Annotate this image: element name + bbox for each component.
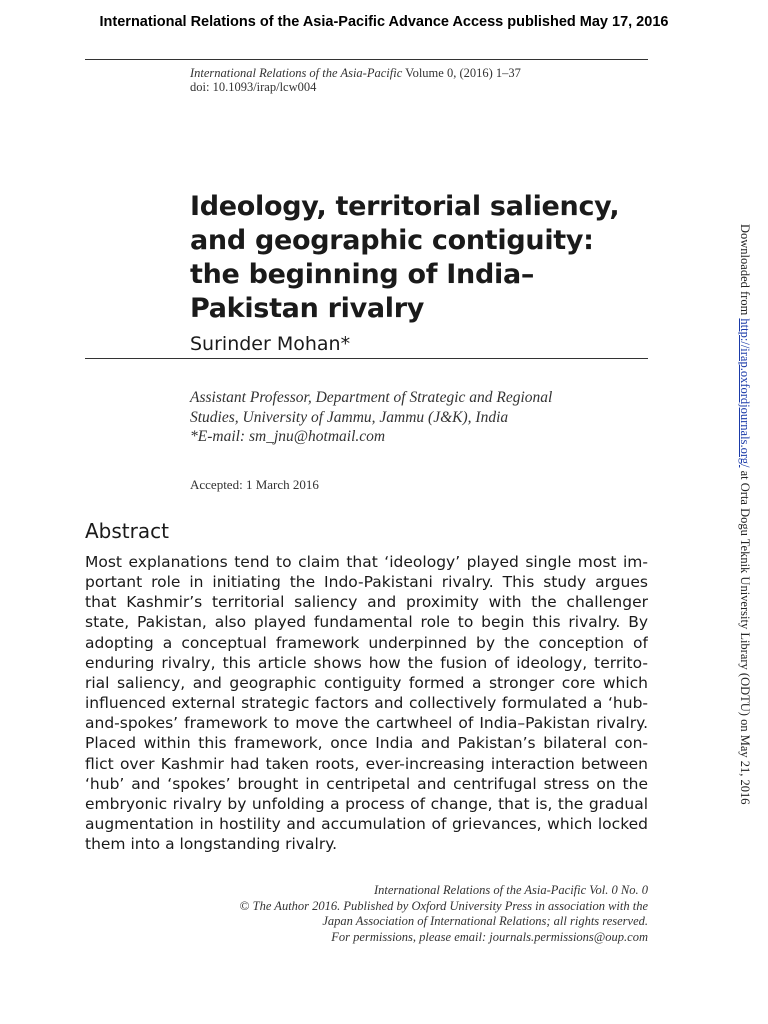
abstract-line: ‘hub’ and ‘spokes’ brought in centripetal and centrifugal stress on the xyxy=(85,774,648,793)
abstract-line: enduring rivalry, this article shows how the fusion of ideology, territo- xyxy=(85,653,648,672)
abstract-line: Most explanations tend to claim that ‘ideology’ played single most im- xyxy=(85,553,648,571)
title-line: the beginning of India– xyxy=(190,259,535,290)
title-line: Pakistan rivalry xyxy=(190,293,425,324)
doi: doi: 10.1093/irap/lcw004 xyxy=(190,80,317,94)
footer-rights: Japan Association of International Relations; all rights reserved. xyxy=(322,914,648,929)
abstract-line: rial saliency, and geographic contiguity formed a stronger core which xyxy=(85,673,648,692)
author-email: *E-mail: sm_jnu@hotmail.com xyxy=(190,428,386,445)
abstract-line: portant role in initiating the Indo-Pakistani rivalry. This study argues xyxy=(85,573,648,592)
abstract-line: adopting a conceptual framework underpinned by the conception of xyxy=(85,633,648,652)
abstract-line: embryonic rivalry by unfolding a process of change, that is, the gradual xyxy=(85,794,648,813)
abstract-line: that Kashmir’s territorial saliency and proximity with the challenger xyxy=(85,593,648,612)
download-prefix: Downloaded from xyxy=(738,224,752,319)
abstract-line: Placed within this framework, once India and Pakistan’s bilateral con- xyxy=(85,734,648,753)
accepted-date: Accepted: 1 March 2016 xyxy=(190,477,319,492)
abstract-line: state, Pakistan, also played fundamental role to begin this rivalry. By xyxy=(85,613,648,632)
footer-publisher: The Author 2016. Published by Oxford University Press in association with the xyxy=(252,899,648,914)
journal-site-link[interactable]: http://irap.oxfordjournals.org/ xyxy=(738,318,752,468)
footer-journal: International Relations of the Asia-Pacific Vol. 0 No. 0 xyxy=(373,883,648,897)
abstract-line: and-spokes’ framework to move the cartwheel of India–Pakistan rivalry. xyxy=(85,714,648,733)
top-divider xyxy=(85,59,648,60)
download-note xyxy=(737,224,752,805)
abstract-line: augmentation in hostility and accumulation of grievances, which locked xyxy=(85,815,648,834)
title-line: and geographic contiguity: xyxy=(190,225,594,256)
journal-citation xyxy=(190,66,521,80)
download-suffix: at Orta Dogu Teknik University Library (ODTU) on May 21, 2016 xyxy=(738,467,752,805)
copyright-footer xyxy=(150,883,648,945)
advance-access-banner: International Relations of the Asia-Pacific Advance Access published May 17, 2016 xyxy=(99,14,669,30)
footer-permissions: For permissions, please email: journals.permissions@oup.com xyxy=(331,929,648,944)
affiliation-line: Assistant Professor, Department of Strategic and Regional xyxy=(190,389,553,406)
affiliation-line: Studies, University of Jammu, Jammu (J&K), India xyxy=(190,408,509,426)
title-line: Ideology, territorial saliency, xyxy=(190,191,620,222)
download-watermark xyxy=(736,224,752,805)
abstract-line: flict over Kashmir had taken roots, ever-increasing interaction between xyxy=(85,754,648,773)
author-affiliation xyxy=(190,388,650,447)
journal-volume: Volume 0, (2016) 1–37 xyxy=(405,66,521,80)
author-name: Surinder Mohan* xyxy=(190,333,351,355)
abstract-line: influenced external strategic factors and collectively formulated a ‘hub- xyxy=(85,694,648,713)
abstract-heading: Abstract xyxy=(85,519,169,543)
footer-copyright-line xyxy=(150,898,648,914)
author-divider xyxy=(85,358,648,359)
journal-name: International Relations of the Asia-Pacific xyxy=(190,66,403,80)
abstract-body xyxy=(85,552,648,854)
copyright-icon: © xyxy=(239,898,250,914)
article-title xyxy=(190,190,630,326)
abstract-line: them into a longstanding rivalry. xyxy=(85,835,338,854)
